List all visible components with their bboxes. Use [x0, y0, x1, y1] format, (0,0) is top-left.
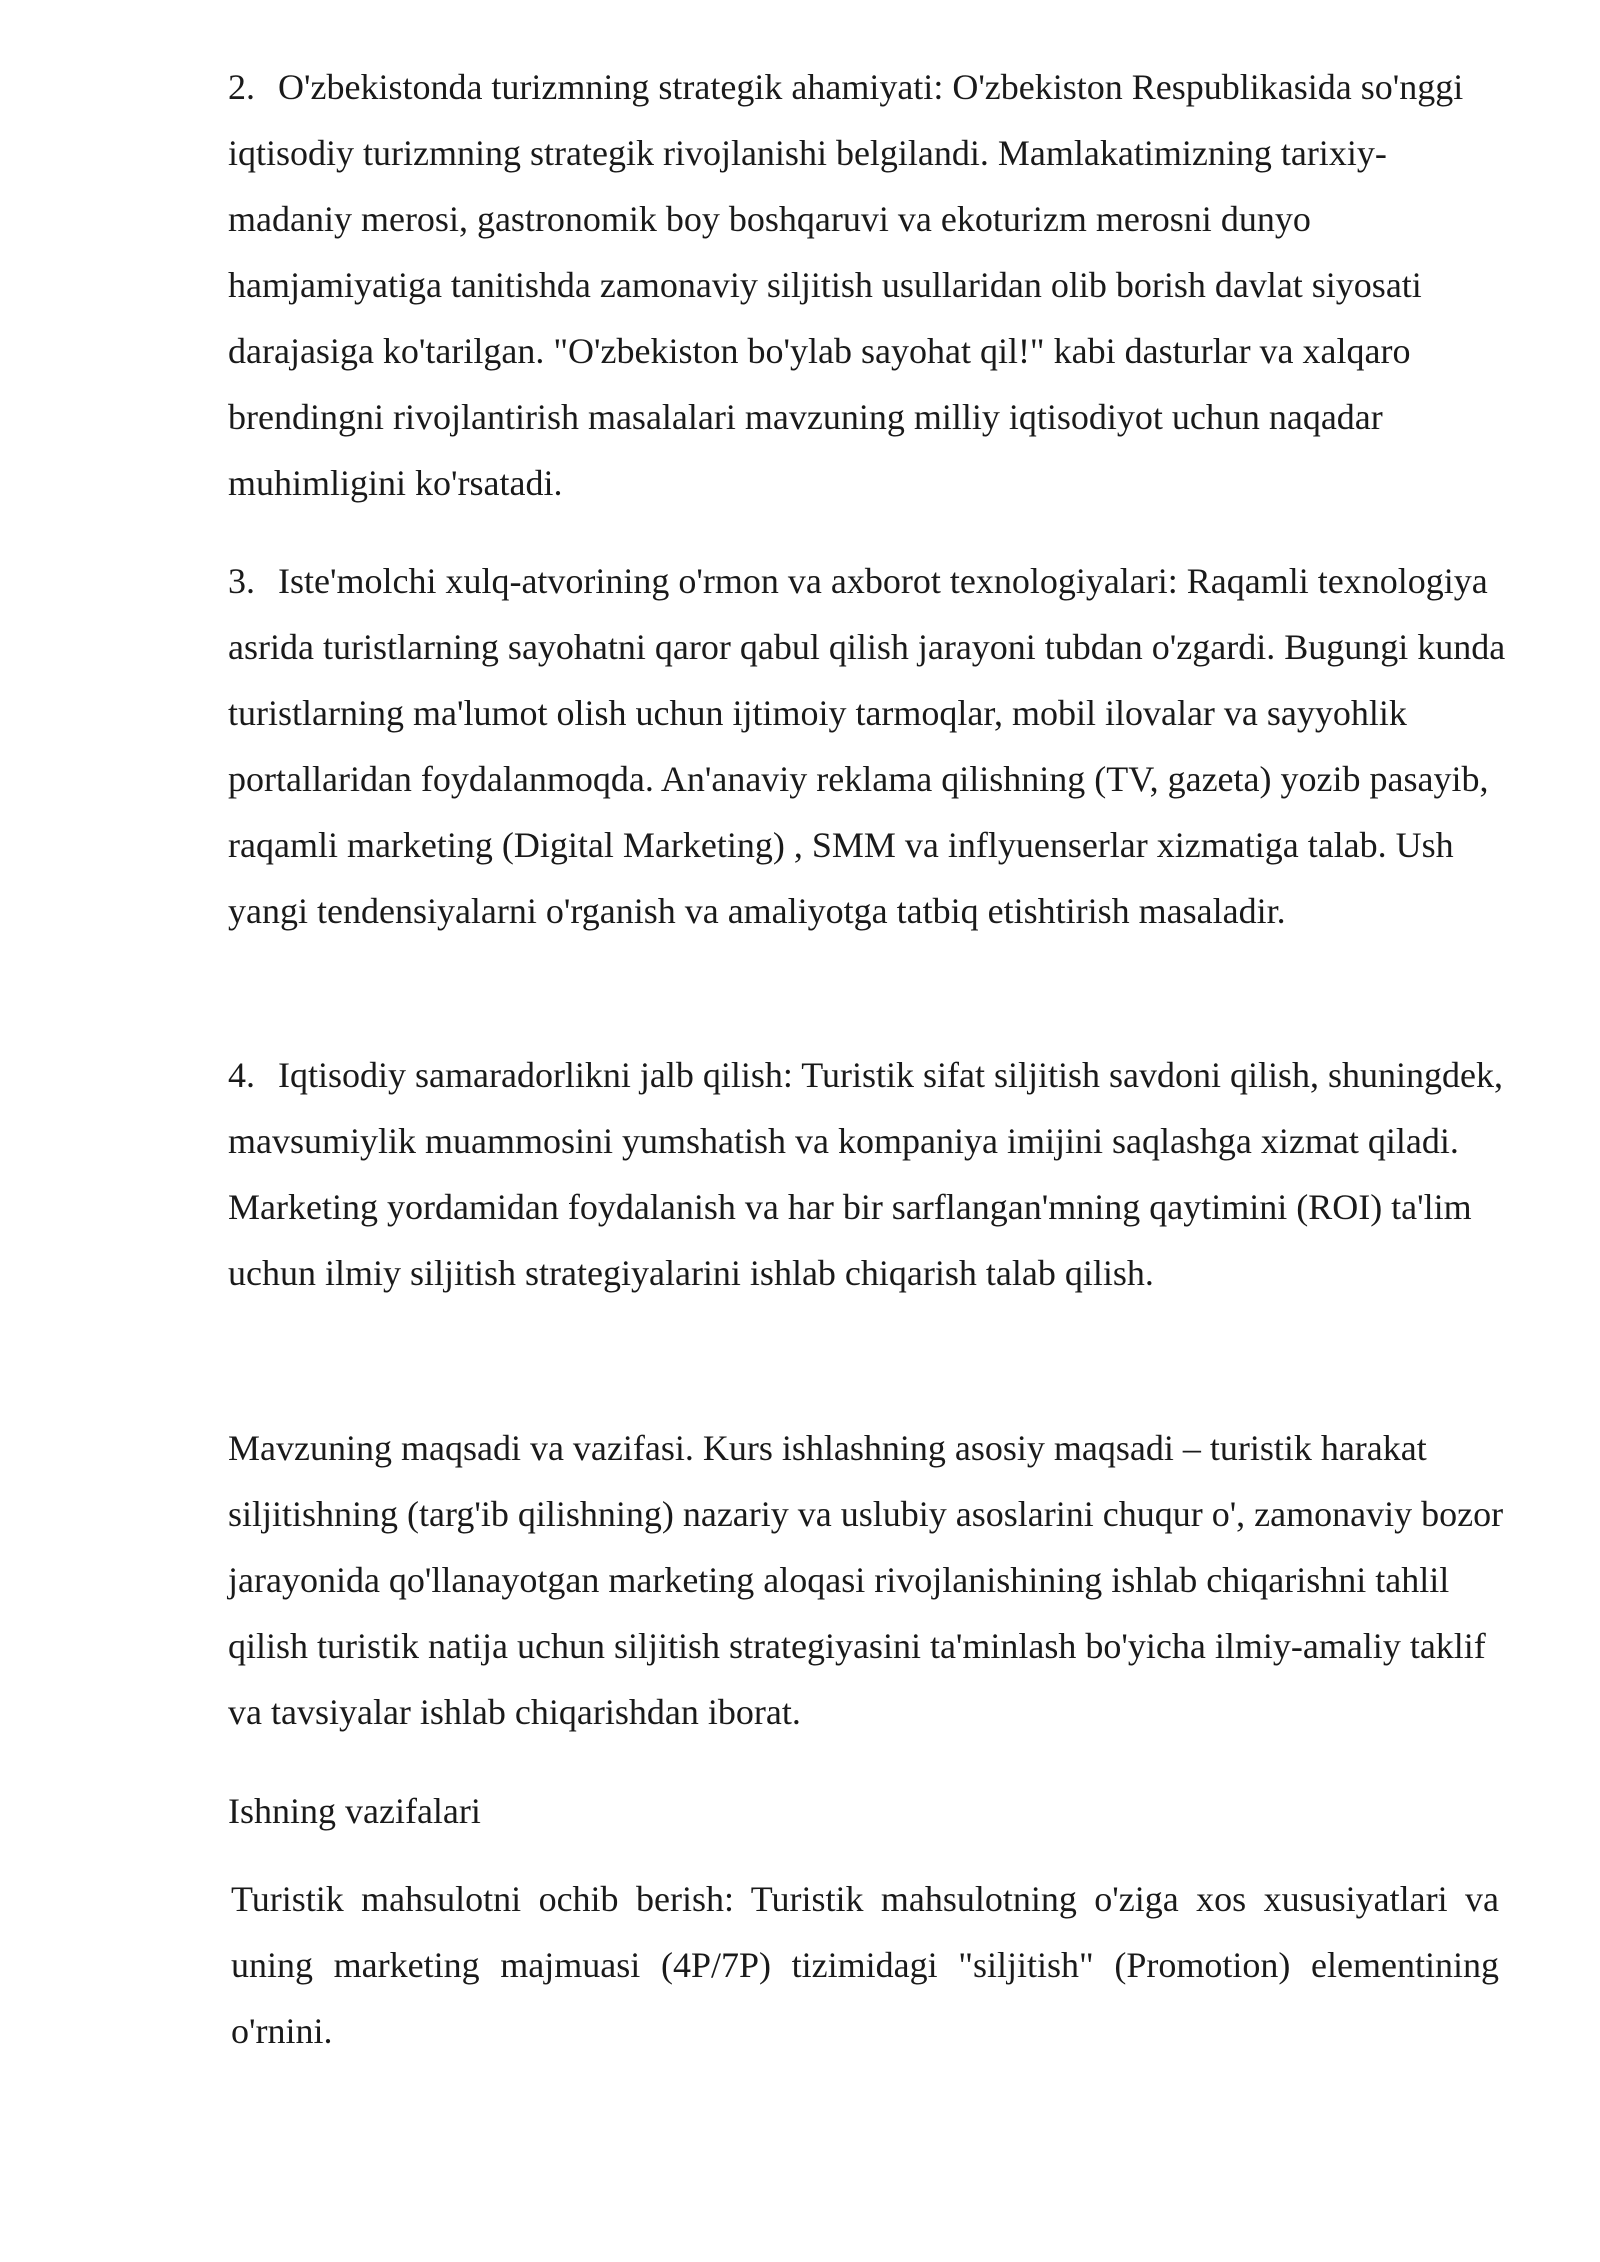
tasks-heading: Ishning vazifalari — [228, 1791, 481, 1831]
numbered-item-4 — [228, 1042, 1508, 1306]
item-text: O'zbekistonda turizmning strategik ahamiyati: O'zbekiston Respublikasida so'nggi iqtisodiy turizmning strategik rivojlanishi belgilandi. Mamlakatimizning tarixiy-madaniy merosi, gastronomik boy boshqaruvi va ekoturizm merosni dunyo hamjamiyatiga tanitishda zamonaviy siljitish usullaridan olib borish davlat siyosati darajasiga ko'tarilgan. "O'zbekiston bo'ylab sayohat qil!" kabi dasturlar va xalqaro brendingni rivojlantirish masalalari mavzuning milliy iqtisodiyot uchun naqadar muhimligini ko'rsatadi. — [228, 67, 1464, 503]
item-number: 4. — [228, 1055, 255, 1095]
numbered-item-2 — [228, 54, 1508, 516]
item-number: 3. — [228, 561, 255, 601]
numbered-item-3 — [228, 548, 1508, 944]
item-text: Iste'molchi xulq-atvorining o'rmon va axborot texnologiyalari: Raqamli texnologiya asrida turistlarning sayohatni qaror qabul qilish jarayoni tubdan o'zgardi. Bugungi kunda turistlarning ma'lumot olish uchun ijtimoiy tarmoqlar, mobil ilovalar va sayyohlik portallaridan foydalanmoqda. An'anaviy reklama qilishning (TV, gazeta) yozib pasayib, raqamli marketing (Digital Marketing) , SMM va inflyuenserlar xizmatiga talab. Ush yangi tendensiyalarni o'rganish va amaliyotga tatbiq etishtirish masaladir. — [228, 561, 1506, 931]
item-number: 2. — [228, 67, 255, 107]
tasks-paragraph: Turistik mahsulotni ochib berish: Turistik mahsulotning o'ziga xos xususiyatlari va uning marketing majmuasi (4P/7P) tizimidagi "siljitish" (Promotion) elementining o'rnini. — [231, 1879, 1499, 2051]
item-text: Iqtisodiy samaradorlikni jalb qilish: Turistik sifat siljitish savdoni qilish, shuningdek, mavsumiylik muammosini yumshatish va kompaniya imijini saqlashga xizmat qiladi. Marketing yordamidan foydalanish va har bir sarflangan'mning qaytimini (ROI) ta'lim uchun ilmiy siljitish strategiyalarini ishlab chiqarish talab qilish. — [228, 1055, 1504, 1293]
goal-paragraph: Mavzuning maqsadi va vazifasi. Kurs ishlashning asosiy maqsadi – turistik harakat siljitishning (targ'ib qilishning) nazariy va uslubiy asoslarini chuqur o', zamonaviy bozor jarayonida qo'llanayotgan marketing aloqasi rivojlanishining ishlab chiqarishni tahlil qilish turistik natija uchun siljitish strategiyasini ta'minlash bo'yicha ilmiy-amaliy taklif va tavsiyalar ishlab chiqarishdan iborat. — [228, 1428, 1504, 1732]
